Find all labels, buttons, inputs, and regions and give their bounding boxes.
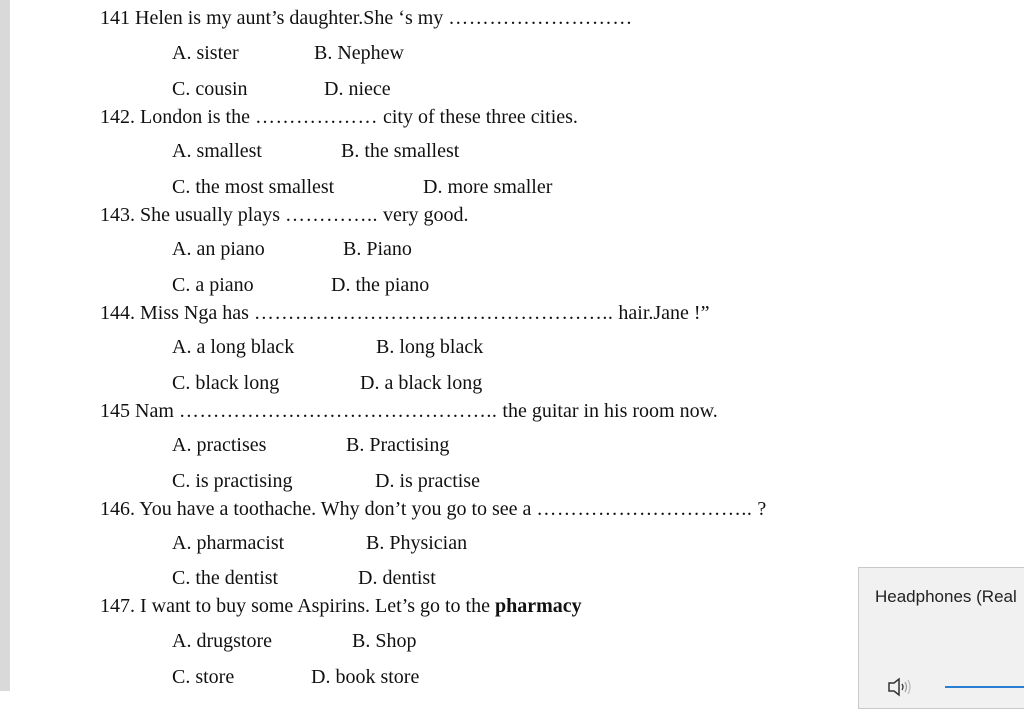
speaker-volume-icon[interactable]: [887, 676, 917, 703]
question-142-stem: 142. London is the ……………… city of these three cities.: [100, 106, 578, 128]
q141-option-a: A. sister: [172, 42, 239, 64]
bold-word: pharmacy: [494, 595, 582, 617]
q142-option-c: C. the most smallest: [172, 176, 335, 198]
q147-option-c: C. store: [172, 666, 235, 688]
q144-option-c: C. black long: [172, 372, 280, 394]
q146-option-c: C. the dentist: [172, 567, 279, 589]
q145-option-d: D. is practise: [375, 470, 480, 492]
q146-option-b: B. Physician: [366, 532, 468, 554]
question-144-stem: 144. Miss Nga has …………………………………………….. hair.Jane !”: [100, 302, 710, 324]
q146-option-d: D. dentist: [358, 567, 436, 589]
question-145-stem: 145 Nam ……………………………………….. the guitar in his room now.: [100, 400, 718, 422]
q145-option-c: C. is practising: [172, 470, 293, 492]
q143-option-c: C. a piano: [172, 274, 254, 296]
volume-slider-track[interactable]: [945, 686, 1024, 688]
left-edge: [0, 0, 10, 691]
q144-option-a: A. a long black: [172, 336, 295, 358]
question-147-stem: 147. I want to buy some Aspirins. Let’s go to the pharmacy: [100, 595, 582, 617]
q143-option-a: A. an piano: [172, 238, 265, 260]
audio-device-selector[interactable]: Headphones (Real: [875, 587, 1017, 606]
question-146-stem: 146. You have a toothache. Why don’t you go to see a ………………………….. ?: [100, 498, 767, 520]
q147-option-d: D. book store: [311, 666, 420, 688]
question-141-stem: 141 Helen is my aunt’s daughter.She ‘s my ………………………: [100, 7, 633, 29]
q141-option-d: D. niece: [324, 78, 391, 100]
q144-option-d: D. a black long: [360, 372, 483, 394]
q145-option-a: A. practises: [172, 434, 267, 456]
q147-option-a: A. drugstore: [172, 630, 272, 652]
q146-option-a: A. pharmacist: [172, 532, 285, 554]
q143-option-d: D. the piano: [331, 274, 430, 296]
q145-option-b: B. Practising: [346, 434, 450, 456]
question-143-stem: 143. She usually plays ………….. very good.: [100, 204, 469, 226]
q144-option-b: B. long black: [376, 336, 484, 358]
q142-option-b: B. the smallest: [341, 140, 460, 162]
q141-option-b: B. Nephew: [314, 42, 404, 64]
q142-option-a: A. smallest: [172, 140, 262, 162]
q141-option-c: C. cousin: [172, 78, 248, 100]
q143-option-b: B. Piano: [343, 238, 412, 260]
q142-option-d: D. more smaller: [423, 176, 553, 198]
volume-flyout: [858, 567, 1024, 709]
q147-option-b: B. Shop: [352, 630, 417, 652]
